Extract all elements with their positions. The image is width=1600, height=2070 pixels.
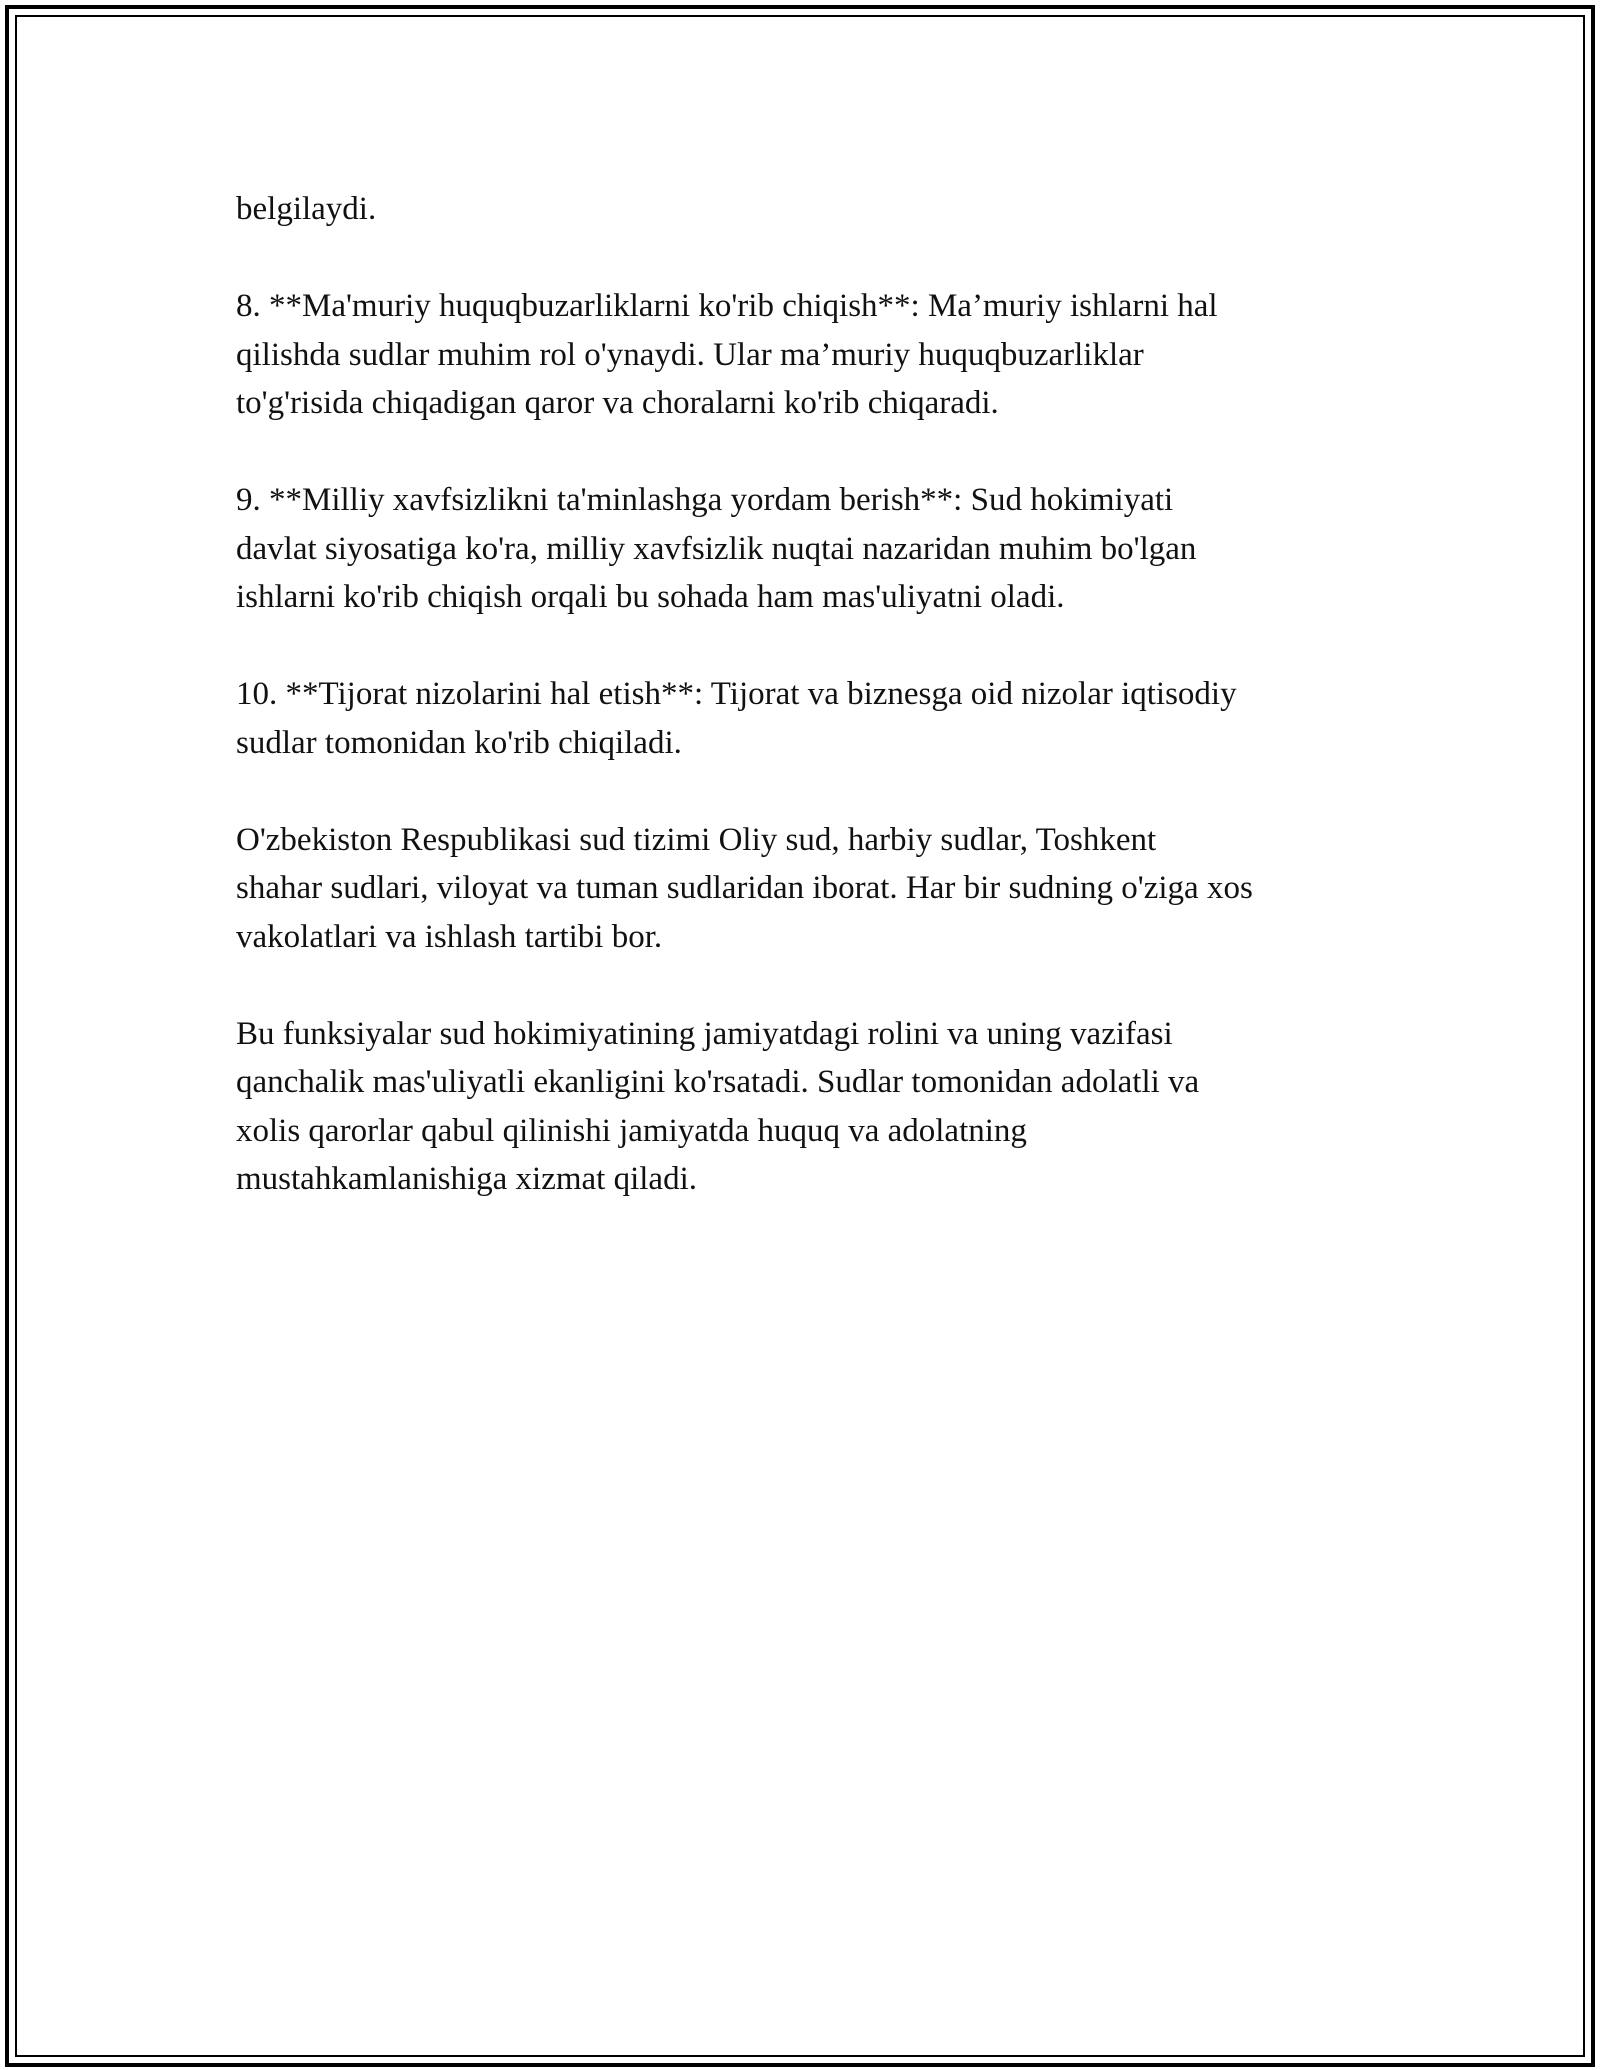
- paragraph-item-9: [236, 476, 1376, 622]
- text-line: qilishda sudlar muhim rol o'ynaydi. Ular ma’muriy huquqbuzarliklar: [236, 336, 1144, 373]
- text-line: mustahkamlanishiga xizmat qiladi.: [236, 1161, 697, 1197]
- text-line: davlat siyosatiga ko'ra, milliy xavfsizlik nuqtai nazaridan muhim bo'lgan: [236, 530, 1197, 567]
- paragraph-continuation: [236, 185, 1376, 234]
- paragraph-conclusion: [236, 1010, 1376, 1204]
- text-line: xolis qarorlar qabul qilinishi jamiyatda huquq va adolatning: [236, 1112, 1027, 1149]
- text-line: qanchalik mas'uliyatli ekanligini ko'rsatadi. Sudlar tomonidan adolatli va: [236, 1064, 1200, 1100]
- paragraph-item-8: [236, 282, 1376, 428]
- text-line: 8. **Ma'muriy huquqbuzarliklarni ko'rib chiqish**: Ma’muriy ishlarni hal: [236, 288, 1218, 324]
- text-line: to'g'risida chiqadigan qaror va choralarni ko'rib chiqaradi.: [236, 385, 999, 421]
- text-line: sudlar tomonidan ko'rib chiqiladi.: [236, 724, 682, 761]
- paragraph-item-10: [236, 670, 1376, 767]
- paragraph-court-system: [236, 816, 1376, 962]
- text-line: Bu funksiyalar sud hokimiyatining jamiyatdagi rolini va uning vazifasi: [236, 1015, 1173, 1052]
- text-line: shahar sudlari, viloyat va tuman sudlaridan iborat. Har bir sudning o'ziga xos: [236, 870, 1253, 906]
- text-line: 10. **Tijorat nizolarini hal etish**: Tijorat va biznesga oid nizolar iqtisodiy: [236, 676, 1237, 712]
- text-line: ishlarni ko'rib chiqish orqali bu sohada ham mas'uliyatni oladi.: [236, 579, 1065, 615]
- text-line: vakolatlari va ishlash tartibi bor.: [236, 918, 663, 955]
- text-line: 9. **Milliy xavfsizlikni ta'minlashga yordam berish**: Sud hokimiyati: [236, 482, 1174, 518]
- document-body: [236, 185, 1376, 1252]
- text-line: belgilaydi.: [236, 191, 377, 227]
- text-line: O'zbekiston Respublikasi sud tizimi Oliy sud, harbiy sudlar, Toshkent: [236, 821, 1157, 858]
